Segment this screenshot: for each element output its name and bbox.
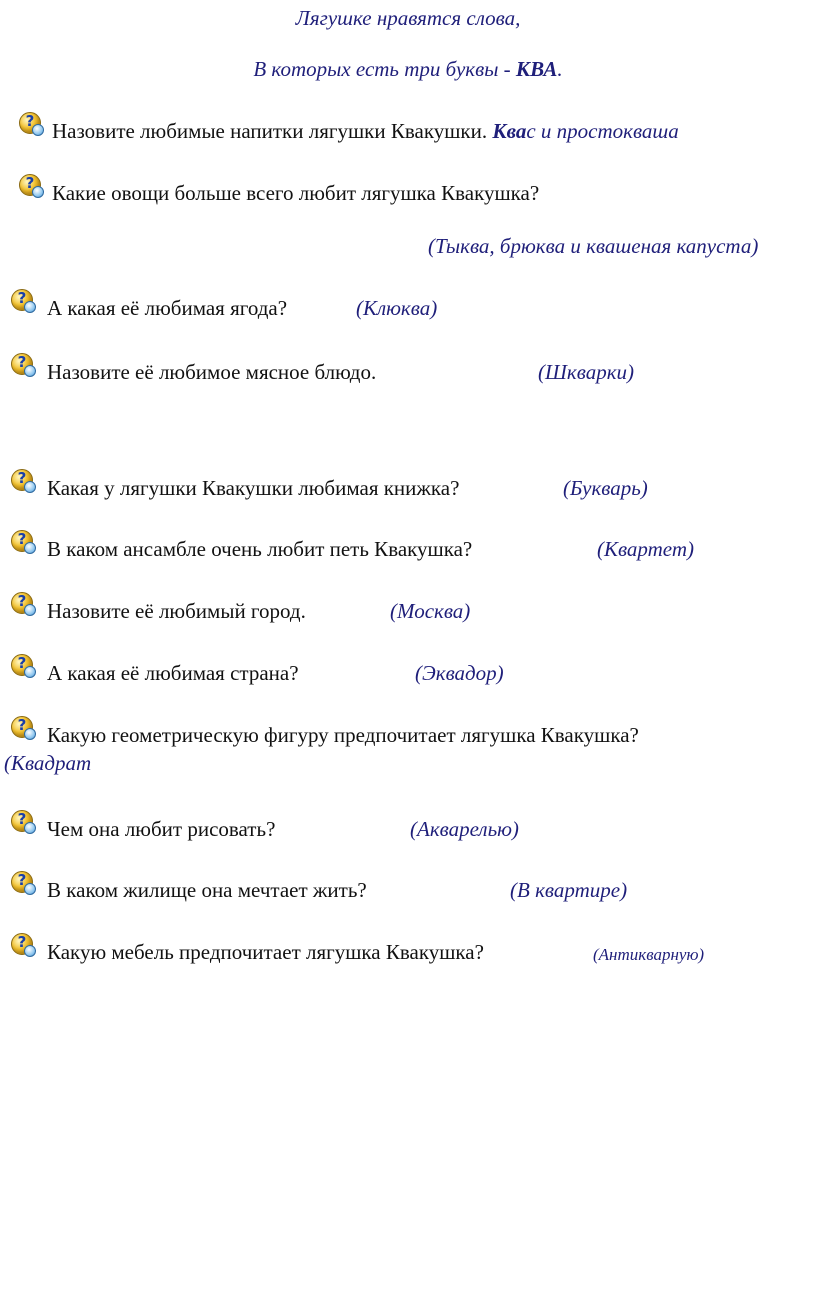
question-bubble-icon xyxy=(19,112,41,134)
answer-8: (Эквадор) xyxy=(415,661,504,685)
question-6-text: В каком ансамбле очень любит петь Квакушка? xyxy=(47,537,473,561)
question-bubble-icon xyxy=(11,810,33,832)
question-bubble-icon xyxy=(11,654,33,676)
title-line-2 xyxy=(0,56,816,82)
question-8-text: А какая её любимая страна? xyxy=(47,661,299,685)
title-line-2-end: . xyxy=(557,57,563,81)
question-bubble-icon xyxy=(11,933,33,955)
answer-4: (Шкварки) xyxy=(538,360,635,384)
question-11-text: В каком жилище она мечтает жить? xyxy=(47,878,367,902)
answer-5: (Букварь) xyxy=(563,476,648,500)
question-bubble-icon xyxy=(11,530,33,552)
question-bubble-icon xyxy=(11,592,33,614)
question-bubble-icon xyxy=(11,469,33,491)
question-bubble-icon xyxy=(11,716,33,738)
question-1-text: Назовите любимые напитки лягушки Квакушки. xyxy=(52,119,493,143)
question-7-text: Назовите её любимый город. xyxy=(47,599,306,623)
answer-12: (Антикварную) xyxy=(593,945,705,964)
answer-7: (Москва) xyxy=(390,599,471,623)
title-line-1: Лягушке нравятся слова, xyxy=(295,6,521,30)
answer-1-bold: Ква xyxy=(492,119,527,143)
answer-10: (Акварелью) xyxy=(410,817,519,841)
question-2-text: Какие овощи больше всего любит лягушка Квакушка? xyxy=(52,181,540,205)
question-10-text: Чем она любит рисовать? xyxy=(47,817,276,841)
title-line-2-text: В которых есть три буквы - xyxy=(253,57,516,81)
answer-2: (Тыква, брюква и квашеная капуста) xyxy=(428,234,759,258)
question-bubble-icon xyxy=(11,289,33,311)
question-bubble-icon xyxy=(11,871,33,893)
question-12-text: Какую мебель предпочитает лягушка Квакушка? xyxy=(47,940,484,964)
question-9-text: Какую геометрическую фигуру предпочитает лягушка Квакушка? xyxy=(47,723,639,747)
answer-11: (В квартире) xyxy=(510,878,628,902)
answer-6: (Квартет) xyxy=(597,537,695,561)
question-5-text: Какая у лягушки Квакушки любимая книжка? xyxy=(47,476,460,500)
question-bubble-icon xyxy=(19,174,41,196)
question-bubble-icon xyxy=(11,353,33,375)
question-3-text: А какая её любимая ягода? xyxy=(47,296,288,320)
answer-9: (Квадрат xyxy=(4,751,92,775)
answer-1-rest: с и простокваша xyxy=(526,119,679,143)
title-kva: КВА xyxy=(515,57,558,81)
answer-1 xyxy=(492,119,678,143)
question-1 xyxy=(52,118,679,144)
answer-3: (Клюква) xyxy=(356,296,438,320)
question-4-text: Назовите её любимое мясное блюдо. xyxy=(47,360,377,384)
